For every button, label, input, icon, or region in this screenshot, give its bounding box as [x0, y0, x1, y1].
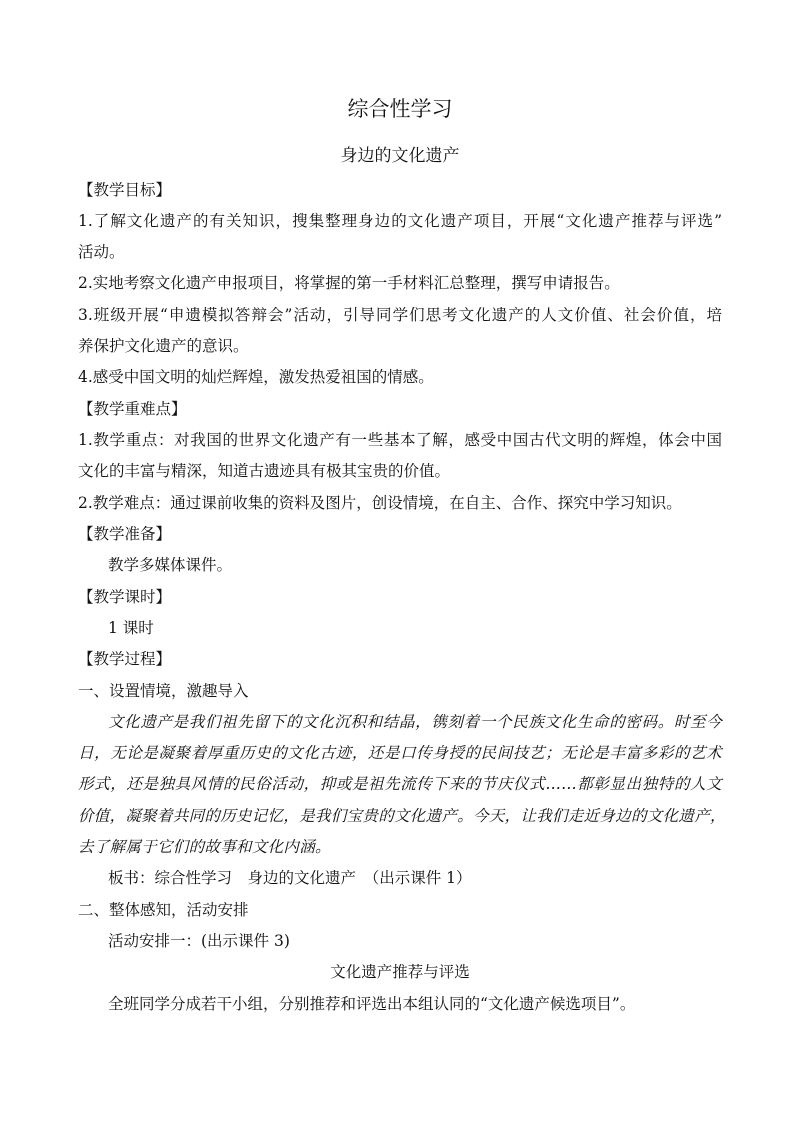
section1-paragraph-line: 文化遗产是我们祖先留下的文化沉积和结晶，镌刻着一个民族文化生命的密码。时至今: [108, 713, 722, 731]
document-subtitle: 身边的文化遗产: [340, 146, 460, 166]
hours-text: 1 课时: [108, 619, 154, 637]
activity-title: 文化遗产推荐与评选: [330, 963, 470, 981]
objective-line: 2.实地考察文化遗产申报项目，将掌握的第一手材料汇总整理，撰写申请报告。: [78, 274, 620, 292]
key-point-line: 文化的丰富与精深，知道古遗迹具有极其宝贵的价值。: [78, 462, 451, 480]
objective-line: 3.班级开展“申遗模拟答辩会”活动，引导同学们思考文化遗产的人文价值、社会价值，培: [78, 306, 722, 324]
document-title: 综合性学习: [347, 97, 453, 121]
objective-line: 养保护文化遗产的意识。: [78, 337, 249, 355]
board-text: 板书：综合性学习 身边的文化遗产 （出示课件 1）: [108, 869, 472, 887]
prep-text: 教学多媒体课件。: [108, 556, 233, 574]
key-point-line: 2.教学难点：通过课前收集的资料及图片，创设情境，在自主、合作、探究中学习知识。: [78, 494, 682, 512]
activity-description: 全班同学分成若干小组，分别推荐和评选出本组认同的“文化遗产候选项目”。: [108, 995, 636, 1013]
key-point-line: 1.教学重点：对我国的世界文化遗产有一些基本了解，感受中国古代文明的辉煌，体会中国: [78, 431, 722, 449]
process-heading: 【教学过程】: [78, 650, 172, 668]
section1-paragraph-line: 形式，还是独具风情的民俗活动，抑或是祖先流传下来的节庆仪式……都彰显出独特的人文: [78, 775, 722, 793]
objective-line: 1.了解文化遗产的有关知识，搜集整理身边的文化遗产项目，开展“文化遗产推荐与评选”: [78, 212, 722, 230]
key-points-heading: 【教学重难点】: [78, 400, 187, 418]
activity-text: 活动安排一：(出示课件 3): [108, 932, 290, 950]
section1-paragraph-line: 日，无论是凝聚着厚重历史的文化古迹，还是口传身授的民间技艺；无论是丰富多彩的艺术: [78, 744, 722, 762]
objective-line: 4.感受中国文明的灿烂辉煌，激发热爱祖国的情感。: [78, 368, 434, 386]
prep-heading: 【教学准备】: [78, 525, 172, 543]
objective-line: 活动。: [78, 243, 125, 261]
section1-paragraph-line: 去了解属于它们的故事和文化内涵。: [78, 838, 331, 856]
objectives-heading: 【教学目标】: [78, 181, 172, 199]
section1-paragraph-line: 价值，凝聚着共同的历史记忆，是我们宝贵的文化遗产。今天，让我们走近身边的文化遗产，: [78, 807, 726, 825]
section2-heading: 二、整体感知，活动安排: [78, 901, 249, 919]
hours-heading: 【教学课时】: [78, 588, 172, 606]
section1-heading: 一、设置情境，激趣导入: [78, 682, 249, 700]
